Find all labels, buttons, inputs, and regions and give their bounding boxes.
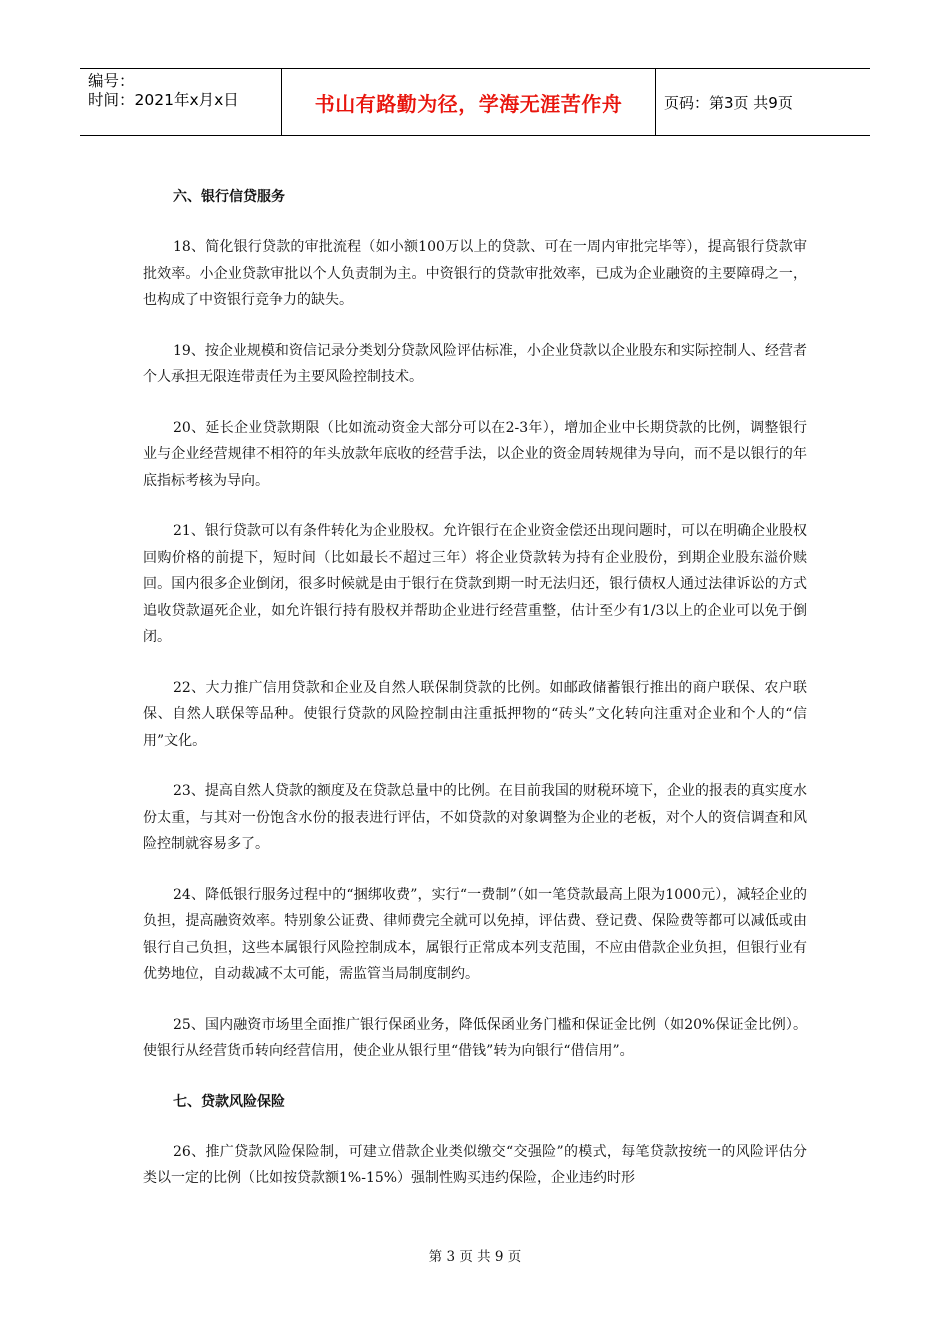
paragraph: 19、按企业规模和资信记录分类划分贷款风险评估标准，小企业贷款以企业股东和实际控制人、经营者个人承担无限连带责任为主要风险控制技术。 xyxy=(143,342,807,385)
paragraph: 23、提高自然人贷款的额度及在贷款总量中的比例。在目前我国的财税环境下，企业的报表的真实度水份太重，与其对一份饱含水份的报表进行评估，不如贷款的对象调整为企业的老板，对个人的资信调查和风险控制就容易多了。 xyxy=(143,783,807,852)
paragraph: 21、银行贷款可以有条件转化为企业股权。允许银行在企业资金偿还出现问题时，可以在明确企业股权回购价格的前提下，短时间（比如最长不超过三年）将企业贷款转为持有企业股份，到期企业股东溢价赎回。国内很多企业倒闭，很多时候就是由于银行在贷款到期一时无法归还，银行债权人通过法律诉讼的方式追收贷款逼死企业，如允许银行持有股权并帮助企业进行经营重整，估计至少有1/3以上的企业可以免于倒闭。 xyxy=(143,523,807,645)
header-page-number: 页码：第3页 共9页 xyxy=(664,93,793,112)
paragraph: 22、大力推广信用贷款和企业及自然人联保制贷款的比例。如邮政储蓄银行推出的商户联保、农户联保、自然人联保等品种。使银行贷款的风险控制由注重抵押物的“砖头”文化转向注重对企业和个人的“信用”文化。 xyxy=(143,679,807,749)
paragraph: 18、简化银行贷款的审批流程（如小额100万以上的贷款、可在一周内审批完毕等），提高银行贷款审批效率。小企业贷款审批以个人负责制为主。中资银行的贷款审批效率，已成为企业融资的主要障碍之一，也构成了中资银行竞争力的缺失。 xyxy=(143,239,807,308)
paragraph: 25、国内融资市场里全面推广银行保函业务，降低保函业务门槛和保证金比例（如20%保证金比例）。使银行从经营货币转向经营信用，使企业从银行里“借钱”转为向银行“借信用”。 xyxy=(143,1016,807,1059)
paragraph: 24、降低银行服务过程中的“捆绑收费”，实行“一费制”（如一笔贷款最高上限为1000元），减轻企业的负担，提高融资效率。特别象公证费、律师费完全就可以免掉，评估费、登记费、保险费等都可以减低或由银行自己负担，这些本属银行风险控制成本，属银行正常成本列支范围，不应由借款企业负担，但银行业有优势地位，自动裁减不太可能，需监管当局制度制约。 xyxy=(143,886,807,982)
page-header xyxy=(80,68,870,136)
section-heading: 七、贷款风险保险 xyxy=(173,1093,285,1110)
header-meta-cell xyxy=(80,69,282,135)
document-date-label: 时间：2021年x月x日 xyxy=(88,91,239,109)
page-footer: 第 3 页 共 9 页 xyxy=(428,1249,522,1265)
document-number-label: 编号： xyxy=(88,72,135,90)
paragraph: 20、延长企业贷款期限（比如流动资金大部分可以在2-3年），增加企业中长期贷款的比例，调整银行业与企业经营规律不相符的年头放款年底收的经营手法，以企业的资金周转规律为导向，而不是以银行的年底指标考核为导向。 xyxy=(143,419,807,489)
paragraph: 26、推广贷款风险保险制，可建立借款企业类似缴交“交强险”的模式，每笔贷款按统一的风险评估分类以一定的比例（比如按贷款额1%-15%）强制性购买违约保险，企业违约时形 xyxy=(143,1143,807,1186)
section-heading: 六、银行信贷服务 xyxy=(173,189,285,205)
document-body xyxy=(143,184,807,1216)
header-motto: 书山有路勤为径，学海无涯苦作舟 xyxy=(282,69,656,135)
